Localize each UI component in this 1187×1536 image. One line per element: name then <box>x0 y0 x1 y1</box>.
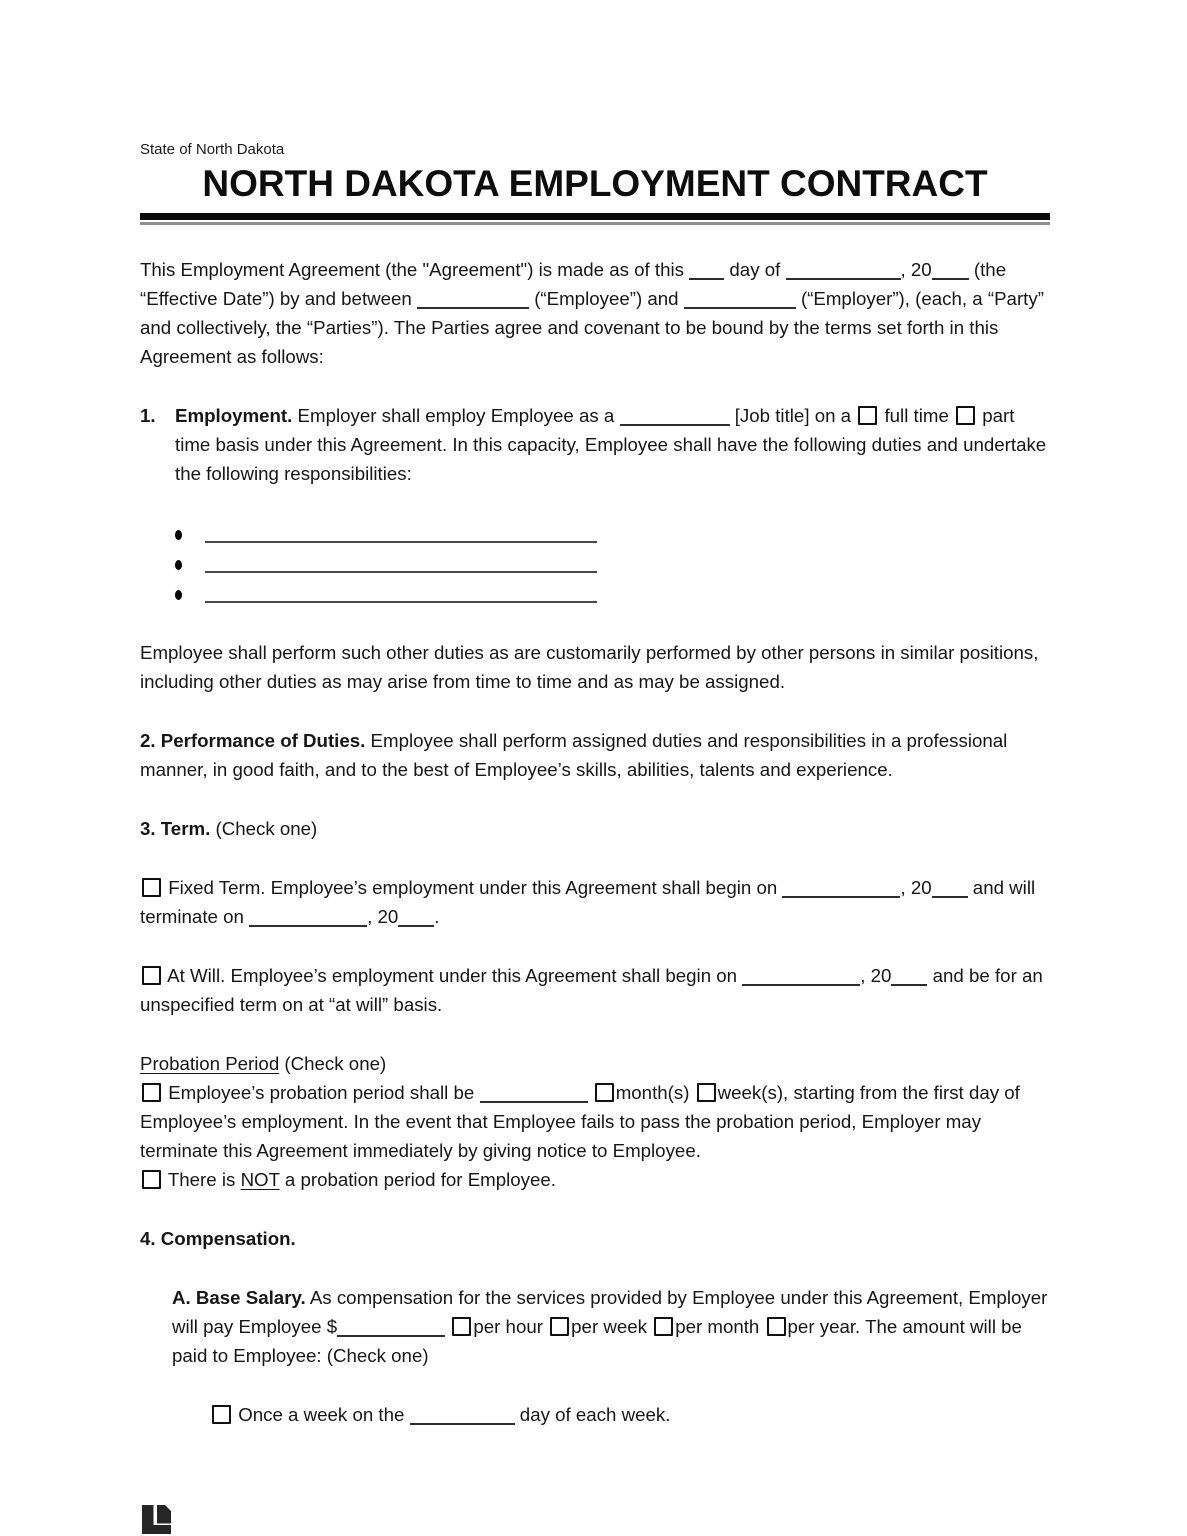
begin-date-blank[interactable] <box>782 877 900 898</box>
per-week-checkbox[interactable] <box>550 1317 569 1336</box>
text-run: There is <box>163 1169 241 1190</box>
text-run: full time <box>879 405 955 426</box>
document-title: NORTH DAKOTA EMPLOYMENT CONTRACT <box>202 163 988 204</box>
bold-text: 2. Performance of Duties. <box>140 730 366 751</box>
end-year-blank[interactable] <box>398 906 434 927</box>
per-hour-checkbox[interactable] <box>452 1317 471 1336</box>
weeks-checkbox[interactable] <box>697 1083 716 1102</box>
text-run: (the “Effective Date”) by and between <box>140 259 1007 309</box>
other-duties-paragraph <box>140 638 1050 696</box>
bold-text: Employment. <box>175 405 293 426</box>
once-a-week-option <box>210 1400 1050 1429</box>
at-will-option <box>140 961 1050 1019</box>
section-3-term-heading <box>140 814 1050 843</box>
bold-text: A. Base Salary. <box>172 1287 306 1308</box>
at-will-begin-date-blank[interactable] <box>742 965 860 986</box>
probation-period-heading <box>140 1049 1050 1078</box>
text-run <box>445 1316 450 1337</box>
text-run: part time basis under this Agreement. In this capacity, Employee shall have the following duties and undertake the following responsibilities: <box>175 405 1047 484</box>
employer-name-blank[interactable] <box>684 288 796 309</box>
text-run: Once a week on the <box>233 1404 410 1425</box>
logo-wrap <box>140 1503 1050 1536</box>
text-run: and will terminate on <box>140 877 1036 927</box>
text-run: day of each week. <box>514 1404 671 1425</box>
text-run: . <box>434 906 440 927</box>
bullet-list-item <box>140 578 1050 608</box>
text-run: (“Employee”) and <box>529 288 684 309</box>
text-run: As compensation for the services provided by Employee under this Agreement, Employer will pay Employee $ <box>172 1287 1048 1337</box>
no-probation-option <box>140 1165 1050 1194</box>
once-a-week-checkbox[interactable] <box>212 1405 231 1424</box>
month-blank[interactable] <box>786 259 901 280</box>
text-run: day of <box>724 259 786 280</box>
text-run: (Check one) <box>279 1053 387 1074</box>
bullet-icon <box>175 590 182 600</box>
bullet-list-item <box>140 548 1050 578</box>
fixed-term-option <box>140 873 1050 931</box>
per-year-checkbox[interactable] <box>767 1317 786 1336</box>
section-1-employment <box>140 401 1050 488</box>
intro-paragraph <box>140 255 1050 371</box>
fixed-term-checkbox[interactable] <box>142 878 161 897</box>
title-rule <box>140 213 1050 225</box>
duty-line-blank-1[interactable] <box>205 522 597 543</box>
text-run: Employee shall perform such other duties as are customarily performed by other persons in similar positions, including other duties as may arise from time to time and as may be assigned. <box>140 642 1039 692</box>
end-date-blank[interactable] <box>249 906 367 927</box>
text-run: month(s) <box>615 1082 695 1103</box>
job-title-blank[interactable] <box>620 405 730 426</box>
day-blank[interactable] <box>689 259 724 280</box>
state-label: State of North Dakota <box>140 141 285 158</box>
probation-length-blank[interactable] <box>480 1082 588 1103</box>
text-run: a probation period for Employee. <box>279 1169 556 1190</box>
employee-name-blank[interactable] <box>417 288 529 309</box>
text-run: per week <box>571 1316 653 1337</box>
text-run: and be for an unspecified term on at “at will” basis. <box>140 965 1043 1015</box>
duties-bullet-list <box>140 518 1050 608</box>
text-run: This Employment Agreement (the "Agreement") is made as of this <box>140 259 690 280</box>
bold-text: 3. Term. <box>140 818 211 839</box>
bullet-icon <box>175 560 182 570</box>
text-run: (Check one) <box>210 818 318 839</box>
underlined-text: Probation Period <box>140 1053 280 1074</box>
text-run: Fixed Term. Employee’s employment under this Agreement shall begin on <box>163 877 783 898</box>
per-month-checkbox[interactable] <box>654 1317 673 1336</box>
duty-line-blank-2[interactable] <box>205 552 597 573</box>
year-blank[interactable] <box>932 259 969 280</box>
weekday-blank[interactable] <box>410 1404 515 1425</box>
at-will-checkbox[interactable] <box>142 966 161 985</box>
underlined-text: NOT <box>240 1169 280 1190</box>
at-will-begin-year-blank[interactable] <box>891 965 927 986</box>
section-4-compensation-heading <box>140 1224 1050 1253</box>
probation-option <box>140 1078 1050 1165</box>
text-run: Employee’s probation period shall be <box>163 1082 480 1103</box>
bullet-icon <box>175 530 182 540</box>
bullet-list-item <box>140 518 1050 548</box>
salary-amount-blank[interactable] <box>337 1316 445 1337</box>
text-run: , 20 <box>900 877 932 898</box>
part-time-checkbox[interactable] <box>956 406 975 425</box>
section-2-performance <box>140 726 1050 784</box>
text-run: At Will. Employee’s employment under this Agreement shall begin on <box>163 965 743 986</box>
begin-year-blank[interactable] <box>932 877 968 898</box>
text-run: Employee shall perform assigned duties and responsibilities in a professional manner, in good faith, and to the best of Employee’s skills, abilities, talents and experience. <box>140 730 1008 780</box>
text-run: , 20 <box>860 965 892 986</box>
duty-line-blank-3[interactable] <box>205 582 597 603</box>
bold-text: 4. Compensation. <box>140 1228 296 1249</box>
text-run: , 20 <box>900 259 932 280</box>
no-probation-checkbox[interactable] <box>142 1170 161 1189</box>
document-body <box>140 255 1050 1429</box>
text-run: Employer shall employ Employee as a <box>292 405 620 426</box>
list-number: 1. <box>140 405 156 426</box>
text-run: (“Employer”), (each, a “Party” and collectively, the “Parties”). The Parties agree and covenant to be bound by the terms set forth in this Agreement as follows: <box>140 288 1044 367</box>
base-salary-paragraph <box>172 1283 1050 1370</box>
text-run: per month <box>675 1316 765 1337</box>
text-run <box>588 1082 593 1103</box>
probation-checkbox[interactable] <box>142 1083 161 1102</box>
text-run: per year. The amount will be paid to Employee: (Check one) <box>172 1316 1022 1366</box>
text-run: , 20 <box>367 906 399 927</box>
text-run: week(s), starting from the first day of Employee’s employment. In the event that Employee fails to pass the probation period, Employer may terminate this Agreement immediately by giving notice to Employee. <box>140 1082 1020 1161</box>
text-run: per hour <box>473 1316 549 1337</box>
months-checkbox[interactable] <box>595 1083 614 1102</box>
legal-templates-logo <box>140 1503 173 1536</box>
text-run: [Job title] on a <box>729 405 857 426</box>
full-time-checkbox[interactable] <box>858 406 877 425</box>
